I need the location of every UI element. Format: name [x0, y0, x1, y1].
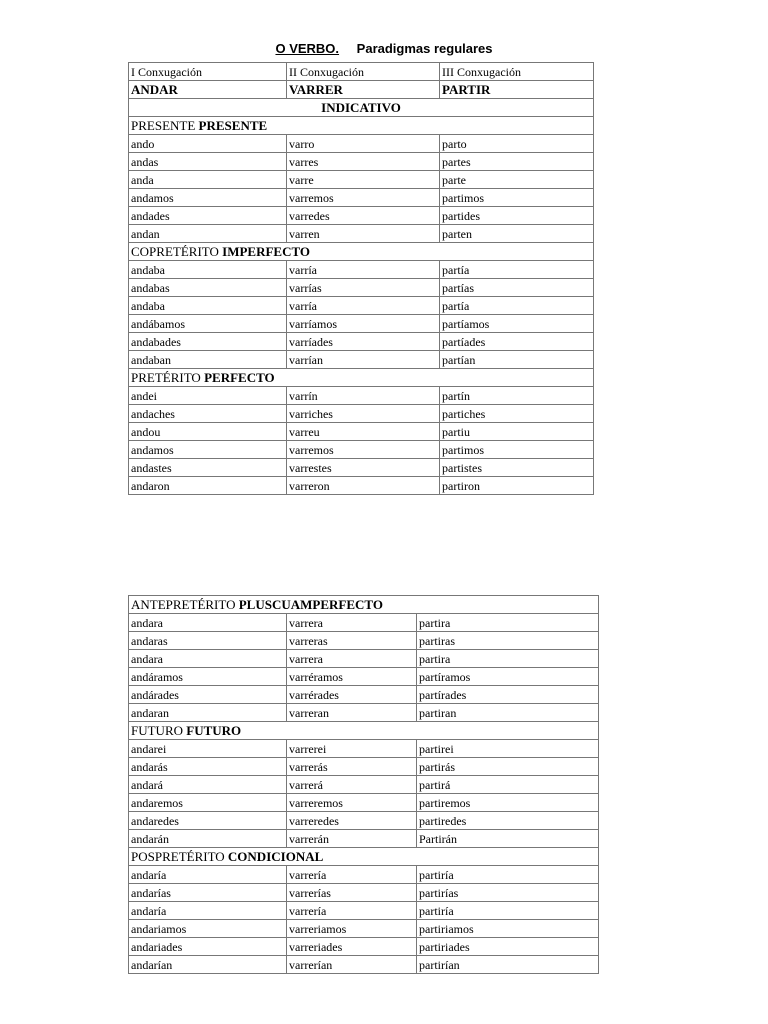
table-row — [129, 956, 599, 974]
table-row — [129, 650, 599, 668]
tense-name: PRESENTE — [198, 117, 268, 133]
form-cell: andara — [129, 650, 287, 668]
table-row — [129, 477, 594, 495]
form-cell: varrín — [287, 387, 440, 405]
tense-label: PRETÉRITO — [131, 369, 201, 385]
table-row — [129, 668, 599, 686]
table-row — [129, 632, 599, 650]
form-cell: andariades — [129, 938, 287, 956]
form-cell: varrerían — [287, 956, 417, 974]
form-cell: varrería — [287, 902, 417, 920]
tense-row — [129, 369, 594, 387]
table-row — [129, 351, 594, 369]
form-cell: parten — [440, 225, 594, 243]
tense-label: FUTURO — [131, 722, 184, 738]
table-row — [129, 812, 599, 830]
form-cell: andárades — [129, 686, 287, 704]
form-cell: andei — [129, 387, 287, 405]
form-cell: andarás — [129, 758, 287, 776]
form-cell: partira — [417, 650, 599, 668]
form-cell: andaría — [129, 866, 287, 884]
form-cell: anda — [129, 171, 287, 189]
form-cell: partírades — [417, 686, 599, 704]
form-cell: partiría — [417, 866, 599, 884]
form-cell: andábamos — [129, 315, 287, 333]
form-cell: partirías — [417, 884, 599, 902]
table-row — [129, 614, 599, 632]
form-cell: partiriades — [417, 938, 599, 956]
form-cell: varría — [287, 261, 440, 279]
form-cell: andaban — [129, 351, 287, 369]
table-row — [129, 261, 594, 279]
form-cell: varremos — [287, 441, 440, 459]
form-cell: varrería — [287, 866, 417, 884]
table-row — [129, 153, 594, 171]
tense-name: PERFECTO — [204, 369, 275, 385]
form-cell: partirían — [417, 956, 599, 974]
table-row — [129, 794, 599, 812]
header-row — [129, 63, 594, 81]
form-cell: andáramos — [129, 668, 287, 686]
form-cell: varrerei — [287, 740, 417, 758]
form-cell: andastes — [129, 459, 287, 477]
form-cell: partíamos — [440, 315, 594, 333]
tense-label: COPRETÉRITO — [131, 243, 219, 259]
form-cell: partíades — [440, 333, 594, 351]
form-cell: andaría — [129, 902, 287, 920]
table-row — [129, 405, 594, 423]
form-cell: varrían — [287, 351, 440, 369]
table-row — [129, 297, 594, 315]
form-cell: varrera — [287, 614, 417, 632]
form-cell: partiría — [417, 902, 599, 920]
form-cell: andaran — [129, 704, 287, 722]
form-cell: andaron — [129, 477, 287, 495]
tense-cell — [129, 369, 594, 387]
table-row — [129, 902, 599, 920]
title-sub: Paradigmas regulares — [356, 41, 493, 56]
form-cell: varres — [287, 153, 440, 171]
verb-cell: ANDAR — [129, 81, 287, 99]
tense-cell — [129, 722, 599, 740]
table-row — [129, 135, 594, 153]
form-cell: partimos — [440, 441, 594, 459]
form-cell: andou — [129, 423, 287, 441]
mood-row — [129, 99, 594, 117]
form-cell: varren — [287, 225, 440, 243]
table-row — [129, 279, 594, 297]
table-row — [129, 884, 599, 902]
verb-cell: VARRER — [287, 81, 440, 99]
form-cell: varríamos — [287, 315, 440, 333]
tense-row — [129, 722, 599, 740]
table-row — [129, 740, 599, 758]
form-cell: andaras — [129, 632, 287, 650]
tense-name: PLUSCUAMPERFECTO — [238, 596, 383, 612]
table-row — [129, 171, 594, 189]
page-title — [0, 41, 768, 56]
form-cell: andaba — [129, 261, 287, 279]
form-cell: partira — [417, 614, 599, 632]
form-cell: Partirán — [417, 830, 599, 848]
form-cell: varreran — [287, 704, 417, 722]
form-cell: varrestes — [287, 459, 440, 477]
tense-row — [129, 596, 599, 614]
header-cell: I Conxugación — [129, 63, 287, 81]
form-cell: varrera — [287, 650, 417, 668]
tense-cell — [129, 596, 599, 614]
form-cell: varreremos — [287, 794, 417, 812]
form-cell: partiras — [417, 632, 599, 650]
form-cell: ando — [129, 135, 287, 153]
form-cell: varrerá — [287, 776, 417, 794]
table-row — [129, 776, 599, 794]
table-row — [129, 333, 594, 351]
form-cell: varre — [287, 171, 440, 189]
tense-label: ANTEPRETÉRITO — [131, 596, 236, 612]
form-cell: varrerás — [287, 758, 417, 776]
form-cell: varreriamos — [287, 920, 417, 938]
form-cell: varremos — [287, 189, 440, 207]
form-cell: varríades — [287, 333, 440, 351]
table-row — [129, 758, 599, 776]
form-cell: andabades — [129, 333, 287, 351]
table-row — [129, 315, 594, 333]
header-cell: III Conxugación — [440, 63, 594, 81]
table-row — [129, 225, 594, 243]
form-cell: andará — [129, 776, 287, 794]
form-cell: varrías — [287, 279, 440, 297]
form-cell: andarían — [129, 956, 287, 974]
table-row — [129, 704, 599, 722]
form-cell: partiches — [440, 405, 594, 423]
form-cell: varreredes — [287, 812, 417, 830]
verb-row — [129, 81, 594, 99]
tense-label: PRESENTE — [131, 117, 196, 133]
form-cell: partimos — [440, 189, 594, 207]
table-row — [129, 938, 599, 956]
tense-cell — [129, 117, 594, 135]
tense-name: IMPERFECTO — [222, 243, 311, 259]
tense-name: CONDICIONAL — [227, 848, 324, 864]
table-row — [129, 830, 599, 848]
form-cell: andaches — [129, 405, 287, 423]
form-cell: partirá — [417, 776, 599, 794]
form-cell: partía — [440, 297, 594, 315]
tense-row — [129, 243, 594, 261]
form-cell: partín — [440, 387, 594, 405]
tense-row — [129, 117, 594, 135]
table-row — [129, 866, 599, 884]
form-cell: andaremos — [129, 794, 287, 812]
form-cell: andas — [129, 153, 287, 171]
form-cell: andaredes — [129, 812, 287, 830]
form-cell: partías — [440, 279, 594, 297]
form-cell: andamos — [129, 441, 287, 459]
form-cell: varréramos — [287, 668, 417, 686]
table-row — [129, 423, 594, 441]
form-cell: varro — [287, 135, 440, 153]
table-row — [129, 920, 599, 938]
table-row — [129, 441, 594, 459]
tense-name: FUTURO — [186, 722, 242, 738]
table-row — [129, 686, 599, 704]
form-cell: varreron — [287, 477, 440, 495]
form-cell: andan — [129, 225, 287, 243]
form-cell: varría — [287, 297, 440, 315]
tense-cell — [129, 243, 594, 261]
form-cell: partían — [440, 351, 594, 369]
form-cell: andarei — [129, 740, 287, 758]
form-cell: varriches — [287, 405, 440, 423]
form-cell: varrerías — [287, 884, 417, 902]
conjugation-table-1 — [128, 62, 594, 495]
form-cell: andariamos — [129, 920, 287, 938]
mood-cell: INDICATIVO — [129, 99, 594, 117]
table-row — [129, 189, 594, 207]
form-cell: partía — [440, 261, 594, 279]
tense-cell — [129, 848, 599, 866]
form-cell: varredes — [287, 207, 440, 225]
conjugation-table-2 — [128, 595, 599, 974]
form-cell: varreriades — [287, 938, 417, 956]
form-cell: partides — [440, 207, 594, 225]
form-cell: partiron — [440, 477, 594, 495]
form-cell: partiredes — [417, 812, 599, 830]
title-main: O VERBO. — [275, 41, 340, 56]
form-cell: partiran — [417, 704, 599, 722]
form-cell: varrérades — [287, 686, 417, 704]
table-row — [129, 387, 594, 405]
form-cell: andabas — [129, 279, 287, 297]
tense-row — [129, 848, 599, 866]
form-cell: varrerán — [287, 830, 417, 848]
form-cell: parte — [440, 171, 594, 189]
form-cell: parto — [440, 135, 594, 153]
form-cell: andamos — [129, 189, 287, 207]
form-cell: partirás — [417, 758, 599, 776]
form-cell: andades — [129, 207, 287, 225]
form-cell: partiremos — [417, 794, 599, 812]
form-cell: andara — [129, 614, 287, 632]
form-cell: varreu — [287, 423, 440, 441]
form-cell: partirei — [417, 740, 599, 758]
form-cell: andarán — [129, 830, 287, 848]
header-cell: II Conxugación — [287, 63, 440, 81]
form-cell: partíramos — [417, 668, 599, 686]
form-cell: partistes — [440, 459, 594, 477]
table-row — [129, 207, 594, 225]
verb-cell: PARTIR — [440, 81, 594, 99]
form-cell: varreras — [287, 632, 417, 650]
form-cell: partiu — [440, 423, 594, 441]
table-row — [129, 459, 594, 477]
form-cell: andarías — [129, 884, 287, 902]
tense-label: POSPRETÉRITO — [131, 848, 225, 864]
form-cell: andaba — [129, 297, 287, 315]
form-cell: partiriamos — [417, 920, 599, 938]
form-cell: partes — [440, 153, 594, 171]
